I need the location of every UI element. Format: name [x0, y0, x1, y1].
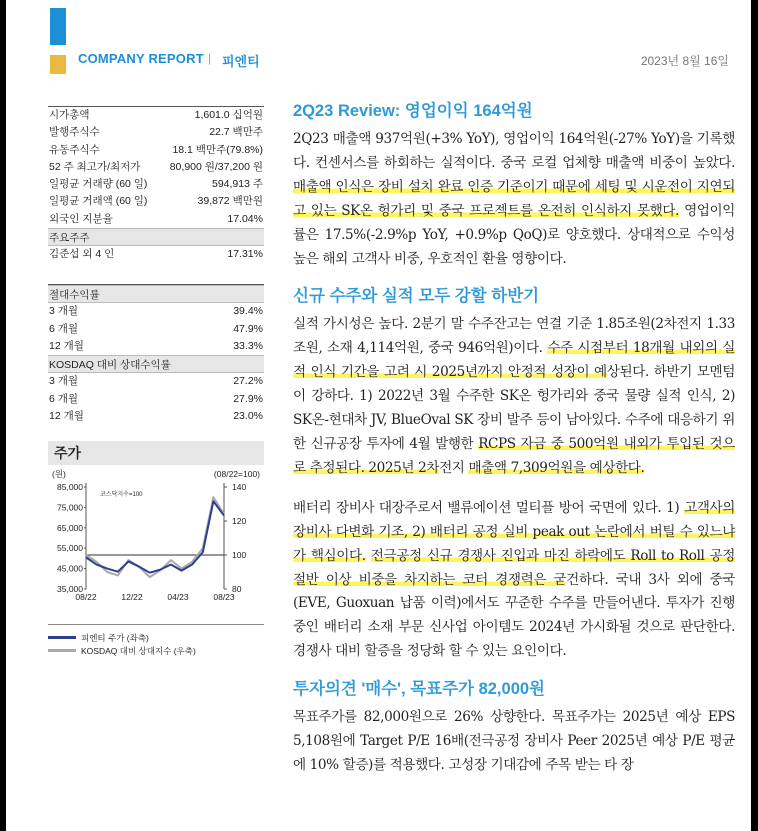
abs-return-label: 6 개월	[49, 322, 79, 335]
abs-return-value: 47.9%	[233, 322, 263, 335]
section-paragraph	[293, 497, 735, 664]
chart-x-tick: 08/23	[213, 592, 235, 603]
basic-info-row	[48, 211, 264, 228]
chart-x-tick: 08/22	[75, 592, 97, 603]
basic-info-value: 80,900 원/37,200 원	[169, 160, 263, 173]
chart-left-tick: 35,000	[57, 584, 83, 595]
rel-return-value: 27.2%	[233, 375, 263, 388]
stock-chart-svg	[48, 465, 264, 625]
abs-return-row	[48, 321, 264, 338]
chart-right-note: (08/22=100)	[213, 469, 260, 480]
brand-bar-gold	[50, 55, 66, 74]
chart-right-tick: 140	[232, 482, 247, 493]
section-paragraph	[293, 128, 735, 271]
basic-info-row	[48, 107, 264, 124]
basic-info-value: 17.04%	[227, 212, 263, 225]
section-paragraph	[293, 706, 735, 778]
section-paragraph	[293, 313, 735, 480]
basic-info-table	[48, 106, 264, 263]
brand-bar-blue	[50, 8, 66, 45]
stock-chart-box	[48, 441, 264, 657]
basic-info-label: 일평균 거래량 (60 일)	[49, 178, 148, 191]
abs-return-label: 3 개월	[49, 305, 79, 318]
stock-chart-title: 주가	[48, 441, 264, 465]
body-text	[366, 548, 371, 564]
basic-info-row	[48, 176, 264, 193]
chart-x-tick: 04/23	[167, 592, 189, 603]
shareholder-label: 김준섭 외 4 인	[49, 248, 115, 261]
basic-info-value: 22.7 백만주	[209, 126, 263, 139]
basic-info-row	[48, 142, 264, 159]
basic-info-label: 일평균 거래액 (60 일)	[49, 195, 148, 208]
chart-x-tick: 12/22	[121, 592, 143, 603]
abs-return-value: 39.4%	[233, 305, 263, 318]
legend-item-price	[48, 631, 264, 644]
rel-return-row	[48, 408, 264, 425]
abs-return-row	[48, 338, 264, 355]
chart-left-tick: 75,000	[57, 502, 83, 513]
basic-info-value: 594,913 주	[211, 178, 263, 191]
abs-return-label: 12 개월	[49, 339, 84, 352]
report-date: 2023년 8월 16일	[640, 54, 729, 68]
chart-right-tick: 80	[232, 584, 242, 595]
abs-return-value: 33.3%	[233, 339, 263, 352]
highlighted-text: 매출액 인식은 장비 설치 완료 인증 기준이기 때문에 세팅 및 시운전이 지연되고 있는 SK온 헝가리 및 중국 프로젝트를 온전히 인식하지 못했다.	[293, 178, 735, 219]
highlighted-text: RCPS 자금 중 500억원 내외가 투입된 것으로 추정된다. 2025년 2차	[293, 435, 735, 476]
section-title: 투자의견 '매수', 목표주가 82,000원	[293, 680, 545, 699]
rel-return-value: 27.9%	[233, 392, 263, 405]
shareholder-value: 17.31%	[227, 248, 263, 261]
company-name: 피엔티	[222, 54, 260, 69]
rel-return-label: 12 개월	[49, 409, 84, 422]
chart-left-tick: 65,000	[57, 522, 83, 533]
body-text: 영업이익률은 17.5%(-2.9%p YoY, +0.9%p QoQ)로 양호했다. 상대적으로 수익성 높은 해외 고객사 비중, 우호적인 환율 영향이다.	[293, 202, 735, 267]
chart-left-tick: 45,000	[57, 563, 83, 574]
chart-right-tick: 120	[232, 516, 247, 527]
chart-left-tick: 55,000	[57, 543, 83, 554]
body-text: 실적 가시성은 높다. 2분기 말 수주잔고는 연결 기준 1.85조원(2차전지 1.33조원, 소재 4,114억원, 중국 946억원)이다.	[293, 316, 735, 357]
highlighted-text: 고객사의 장비사 다변화 기조, 2) 배터리 공정 실비 peak out 논란에서 버틸 수 있느냐가 핵심이다.	[293, 499, 735, 564]
chart-series-price	[86, 501, 224, 572]
section-title: 2Q23 Review: 영업이익 164억원	[293, 102, 533, 120]
chart-series-relative	[86, 497, 224, 577]
rel-return-label: 6 개월	[49, 392, 79, 405]
basic-info-label: 외국인 지분율	[49, 212, 113, 225]
brand-bar-gap	[50, 45, 66, 55]
rel-return-label: 3 개월	[49, 375, 79, 388]
basic-info-value: 39,872 백만원	[197, 195, 263, 208]
basic-info-label: 유동주식수	[49, 143, 100, 156]
section-title: 신규 수주와 실적 모두 강할 하반기	[293, 287, 540, 306]
basic-info-row	[48, 159, 264, 176]
shareholder-row	[48, 246, 264, 263]
body-text: 상된다. 하반기 모멘텀이 강하다. 1) 2022년 3월 수주한 SK온 헝가리와 중국 물량 실적 인식, 2) SK온-현대차 JV, BlueOval SK 장비 발주 등이 남아있다. 수주에 대응하기 위한 신규공장 투자에 4월 발행한	[293, 364, 735, 452]
header-separator: |	[208, 51, 212, 65]
body-text: 배터리 장비사 대장주로서 밸류에이션 멀티플 방어 국면에 있다. 1)	[293, 499, 685, 516]
chart-right-tick: 100	[232, 550, 247, 561]
chart-left-unit: (원)	[52, 469, 66, 480]
chart-legend	[48, 631, 264, 657]
rel-return-row	[48, 391, 264, 408]
body-text: 건하다. 국내 3사 외에 중국(EVE, Guoxuan 납품 이력)에서도 꾸준한 수주를 만들어낸다. 투자가 진행 중인 배터리 소재 부문 신사업 아이템도 2024년 가시화될 것으로 판단한다. 경쟁사 대비 할증을 정당화 할 수 있는 요인이다.	[293, 571, 735, 660]
basic-info-row	[48, 193, 264, 210]
body-text: 2Q23 매출액 937억원(+3% YoY), 영업이익 164억원(-27% YoY)을 기록했다. 컨센서스를 하회하는 실적이다. 중국 로컬 업체향 매출액 비중이 높았다.	[293, 131, 735, 171]
legend-item-relative	[48, 644, 264, 657]
rel-return-value: 23.0%	[233, 409, 263, 422]
report-page	[6, 0, 751, 831]
basic-info-row	[48, 124, 264, 141]
brand-color-bar	[50, 8, 66, 74]
report-type: COMPANY REPORT	[78, 51, 204, 66]
abs-return-header: 절대수익률	[48, 285, 264, 303]
legend-label-relative: KOSDAQ 대비 상대지수 (우축)	[81, 645, 196, 656]
stock-chart	[48, 465, 264, 625]
body-text: 목표주가를 82,000원으로 26% 상향한다. 목표주가는 2025년 예상 EPS 5,108원에 Target P/E 16배(전극공정 장비사 Peer 2025년 예상 P/E 평균에 10% 할증)를 적용했다. 고성장 기대감에 주목 받는 타 장	[293, 709, 735, 773]
shareholder-header: 주요주주	[48, 228, 264, 246]
basic-info-label: 52 주 최고가/최저가	[49, 160, 141, 173]
legend-swatch-price	[48, 636, 76, 639]
legend-label-price: 피엔티 주가 (좌축)	[81, 632, 149, 643]
body-text: 전지	[439, 459, 469, 476]
chart-left-tick: 85,000	[57, 482, 83, 493]
return-table	[48, 284, 264, 425]
basic-info-label: 시가총액	[49, 109, 90, 121]
chart-baseline-note: 코스닥지수=100	[100, 492, 143, 499]
rel-return-row	[48, 373, 264, 390]
rel-return-header: KOSDAQ 대비 상대수익률	[48, 355, 264, 373]
sidebar	[48, 106, 264, 657]
basic-info-value: 18.1 백만주(79.8%)	[172, 143, 263, 156]
highlighted-text: 수주 시점부터 18개월 내외의 실적 인식 기간을 고려 시 2025년까지 안정적 성장이 예	[293, 340, 735, 381]
main-content	[293, 100, 735, 778]
abs-return-row	[48, 303, 264, 320]
highlighted-text: 매출액 7,309억원을 예상한다.	[468, 459, 645, 476]
legend-swatch-relative	[48, 649, 76, 652]
highlighted-text: 전극공정 신규 경쟁사 진입과 마진 하락에도 Roll to Roll 공정 절반 이상 비중을 차지하는 코터 경쟁력은 굳	[293, 547, 736, 588]
basic-info-label: 발행주식수	[49, 126, 100, 139]
basic-info-value: 1,601.0 십억원	[194, 109, 263, 121]
